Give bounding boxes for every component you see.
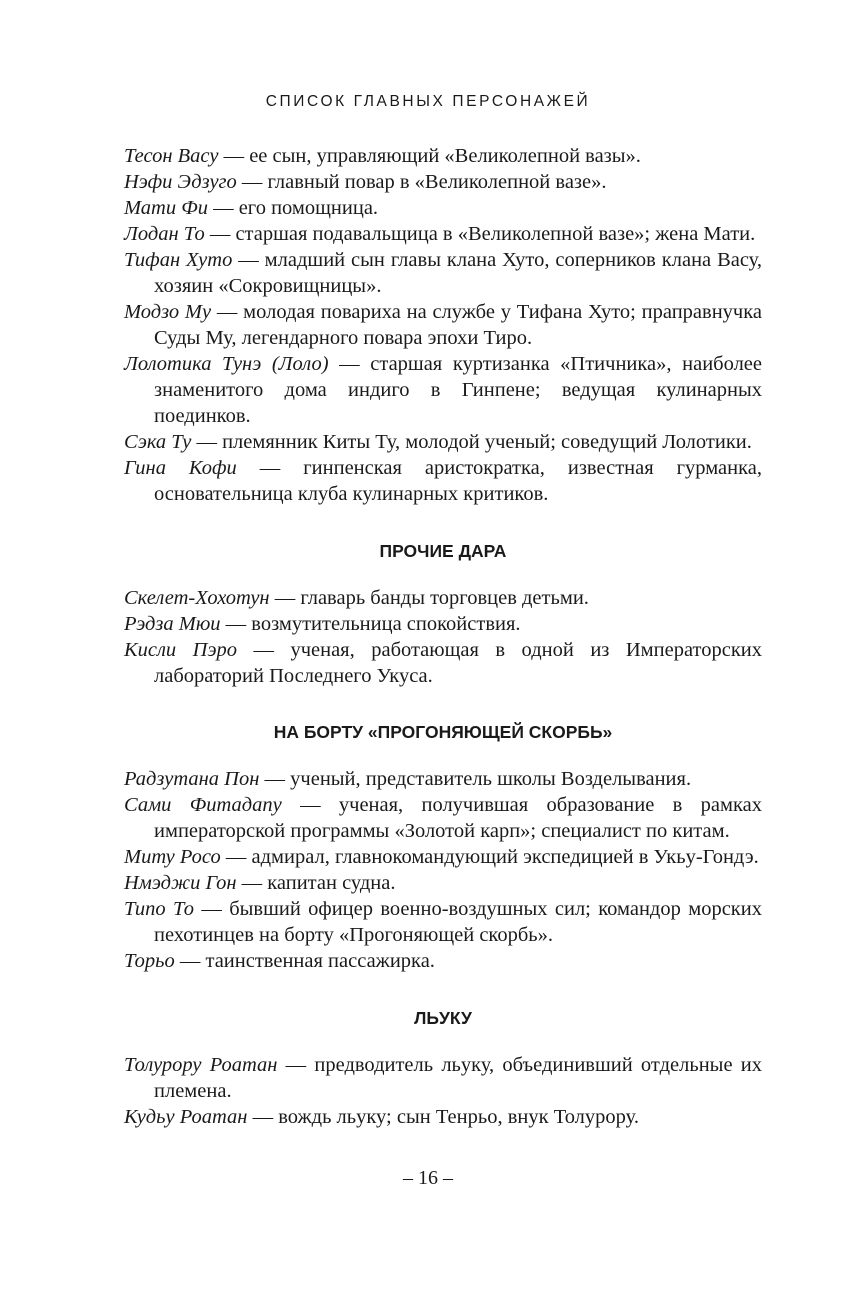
section-title-aboard-ship: НА БОРТУ «ПРОГОНЯЮЩЕЙ СКОРБЬ» xyxy=(273,722,613,742)
list-entry xyxy=(124,1104,762,1130)
character-name: Тифан Хуто xyxy=(124,249,233,271)
character-description: — главарь банды торговцев детьми. xyxy=(269,587,589,609)
list-entry xyxy=(124,169,762,195)
character-description: — ученая, получившая образование в рамках императорской программы «Золотой карп»; специалист по китам. xyxy=(154,794,762,842)
character-name: Толурору Роатан xyxy=(124,1054,278,1076)
list-entry xyxy=(124,585,762,611)
character-name: Рэдза Мюи xyxy=(124,613,221,635)
character-description: — адмирал, главнокомандующий экспедицией в Укьу-Гондэ. xyxy=(220,846,759,868)
character-description: — гинпенская аристократка, известная гурманка, основательница клуба кулинарных критиков. xyxy=(154,457,762,505)
list-entry xyxy=(124,455,762,507)
list-entry xyxy=(124,143,762,169)
running-head: СПИСОК ГЛАВНЫХ ПЕРСОНАЖЕЙ xyxy=(265,93,591,110)
list-entry xyxy=(124,247,762,299)
character-description: — его помощница. xyxy=(207,197,379,219)
character-description: — таинственная пассажирка. xyxy=(174,950,435,972)
list-entry xyxy=(124,637,762,689)
character-description: — возмутительница спокойствия. xyxy=(220,613,521,635)
character-name: Сэка Ту xyxy=(124,431,192,453)
character-name: Кудьу Роатан xyxy=(124,1106,248,1128)
section-title-lyuku: ЛЬУКУ xyxy=(414,1008,472,1028)
character-name: Торьо xyxy=(124,950,175,972)
section-title-other-dara: ПРОЧИЕ ДАРА xyxy=(379,541,507,561)
list-entry xyxy=(124,766,762,792)
list-entry xyxy=(124,792,762,844)
character-name: Нмэджи Гон xyxy=(124,872,237,894)
character-name: Лолотика Тунэ (Лоло) xyxy=(124,353,329,375)
list-entry xyxy=(124,221,762,247)
character-name: Гина Кофи xyxy=(124,457,237,479)
character-description: — капитан судна. xyxy=(236,872,396,894)
list-entry xyxy=(124,844,762,870)
list-entry xyxy=(124,611,762,637)
character-name: Скелет-Хохотун xyxy=(124,587,270,609)
character-name: Тесон Васу xyxy=(124,145,219,167)
character-description: — предводитель льуку, объединивший отдельные их племена. xyxy=(154,1054,762,1102)
character-name: Радзутана Пон xyxy=(124,768,260,790)
character-description: — старшая куртизанка «Птичника», наиболее знаменитого дома индиго в Гинпене; ведущая кулинарных поединков. xyxy=(154,353,762,427)
list-entry xyxy=(124,1052,762,1104)
character-name: Типо То xyxy=(124,898,194,920)
list-entry xyxy=(124,429,762,455)
character-name: Сами Фитадапу xyxy=(124,794,282,816)
list-entry xyxy=(124,870,762,896)
character-name: Нэфи Эдзуго xyxy=(124,171,237,193)
list-entry xyxy=(124,351,762,429)
page-number: – 16 – xyxy=(403,1167,453,1189)
character-name: Лодан То xyxy=(124,223,205,245)
character-description: — главный повар в «Великолепной вазе». xyxy=(236,171,607,193)
list-entry xyxy=(124,948,762,974)
character-name: Миту Росо xyxy=(124,846,221,868)
list-entry xyxy=(124,195,762,221)
character-name: Мати Фи xyxy=(124,197,208,219)
character-name: Модзо Му xyxy=(124,301,212,323)
character-description: — племянник Киты Ту, молодой ученый; соведущий Лолотики. xyxy=(191,431,752,453)
character-name: Кисли Пэро xyxy=(124,639,237,661)
character-list xyxy=(124,143,762,1130)
character-description: — ее сын, управляющий «Великолепной вазы». xyxy=(218,145,641,167)
character-description: — вождь льуку; сын Тенрьо, внук Толурору. xyxy=(247,1106,639,1128)
list-entry xyxy=(124,299,762,351)
character-description: — бывший офицер военно-воздушных сил; командор морских пехотинцев на борту «Прогоняющей скорбь». xyxy=(154,898,762,946)
character-description: — старшая подавальщица в «Великолепной вазе»; жена Мати. xyxy=(204,223,756,245)
character-description: — младший сын главы клана Хуто, соперников клана Васу, хозяин «Сокровищницы». xyxy=(154,249,762,297)
list-entry xyxy=(124,896,762,948)
character-description: — молодая повариха на службе у Тифана Хуто; праправнучка Суды Му, легендарного повара эпохи Тиро. xyxy=(154,301,762,349)
character-description: — ученая, работающая в одной из Императорских лабораторий Последнего Укуса. xyxy=(154,639,763,687)
character-description: — ученый, представитель школы Возделывания. xyxy=(259,768,692,790)
